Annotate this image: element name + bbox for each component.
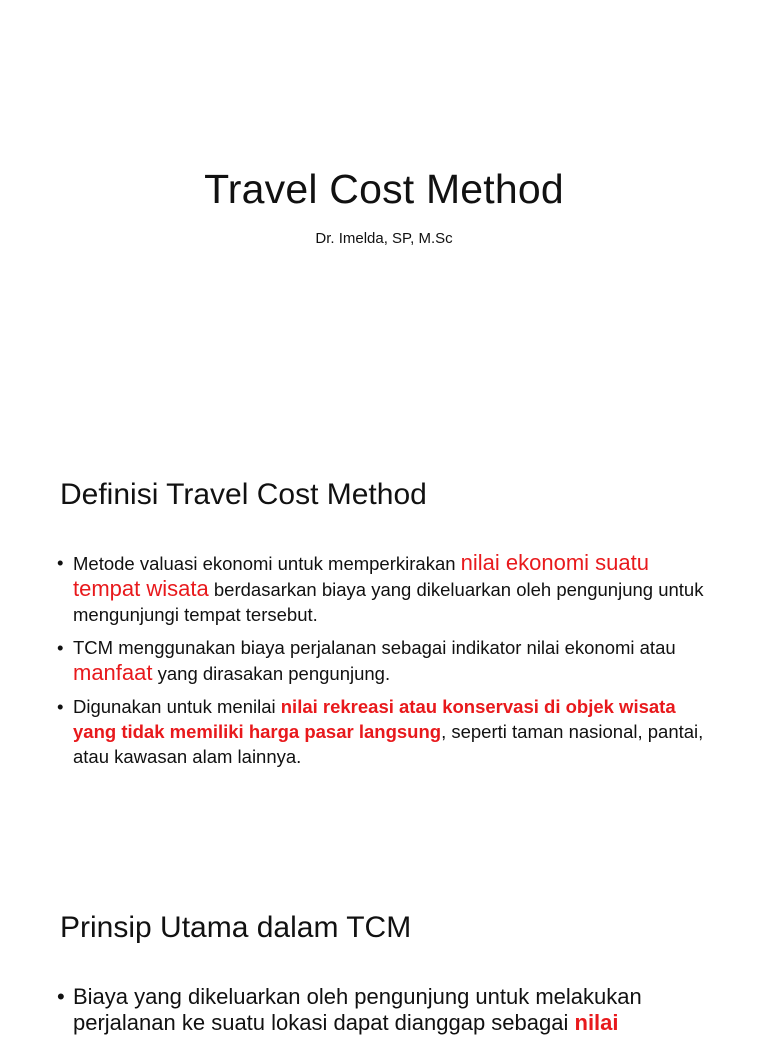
bullet-item: [57, 984, 707, 1036]
bullet-highlight: manfaat: [73, 660, 153, 685]
slide-heading: Prinsip Utama dalam TCM: [60, 911, 412, 944]
bullet-list: [57, 984, 707, 1044]
bullet-highlight: nilai: [574, 1010, 619, 1035]
bullet-text: berdasarkan biaya yang dikeluarkan oleh pengunjung untuk mengunjungi tempat tersebut.: [73, 579, 704, 625]
definition-slide: [0, 420, 768, 860]
slide-title: Travel Cost Method: [204, 166, 564, 212]
bullet-item: [57, 550, 707, 627]
bullet-text: Metode valuasi ekonomi untuk memperkirakan: [73, 553, 461, 574]
bullet-text: yang dirasakan pengunjung.: [152, 663, 391, 684]
bullet-text: Digunakan untuk menilai: [73, 696, 281, 717]
bullet-text: , seperti taman nasional, pantai, atau kawasan alam lainnya.: [73, 721, 704, 767]
bullet-text: Biaya yang dikeluarkan oleh pengunjung untuk melakukan perjalanan ke suatu lokasi dapat dianggap sebagai: [73, 984, 642, 1035]
bullet-highlight: nilai ekonomi suatu tempat wisata: [73, 550, 650, 601]
bullet-item: [57, 635, 707, 686]
slide-heading: Definisi Travel Cost Method: [60, 478, 427, 511]
bullet-item: [57, 694, 707, 769]
slide-subtitle: Dr. Imelda, SP, M.Sc: [315, 230, 453, 247]
bullet-list: [57, 550, 707, 777]
title-slide: [0, 0, 768, 420]
principle-slide: [0, 860, 768, 1035]
bullet-highlight: nilai rekreasi atau konservasi di objek wisata yang tidak memiliki harga pasar langsung: [73, 696, 676, 742]
bullet-text: TCM menggunakan biaya perjalanan sebagai indikator nilai ekonomi atau: [73, 637, 676, 658]
